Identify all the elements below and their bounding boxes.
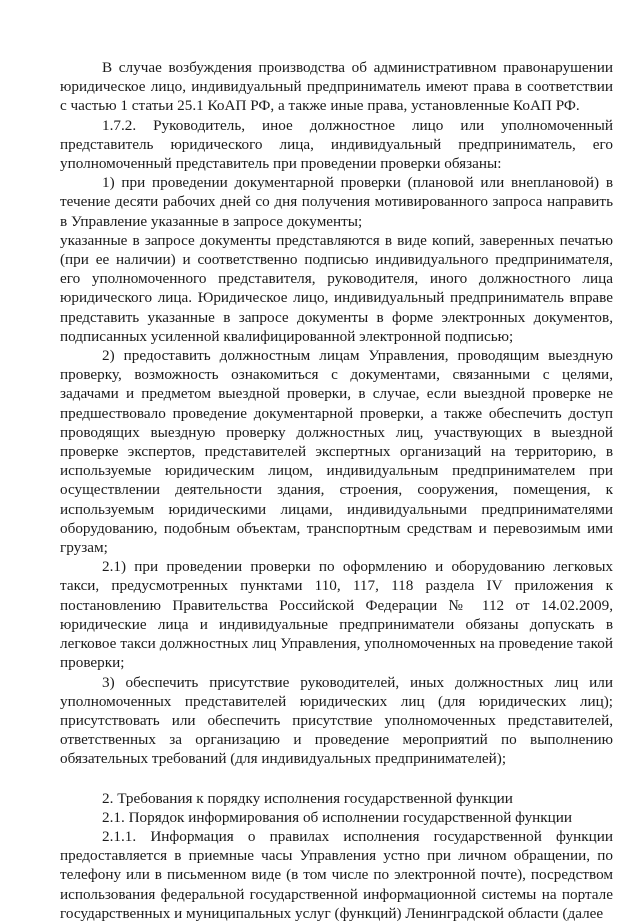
paragraph-1-7-2: 1.7.2. Руководитель, иное должностное лицо или уполномоченный представитель юридического лица, индивидуальный предприниматель, его уполномоченный представитель при проведении проверки обязаны:: [60, 116, 613, 173]
paragraph-documents: указанные в запросе документы представляются в виде копий, заверенных печатью (при ее наличии) и соответственно подписью индивидуального предпринимателя, его уполномоченного представителя, руководителя, иного должностного лица юридического лица. Юридическое лицо, индивидуальный предприниматель вправе представить указанные в запросе документы в форме электронных документов, подписанных усиленной квалифицированной электронной подписью;: [60, 231, 613, 345]
section-heading-2-1: 2.1. Порядок информирования об исполнении государственной функции: [102, 808, 573, 826]
paragraph-rights: В случае возбуждения производства об административном правонарушении юридическое лицо, индивидуальный предприниматель имеют права в соответствии с частью 1 статьи 25.1 КоАП РФ, а также иные права, установленные КоАП РФ.: [60, 59, 613, 115]
section-heading-2: 2. Требования к порядку исполнения государственной функции: [102, 789, 513, 807]
paragraph-item-3: 3) обеспечить присутствие руководителей, иных должностных лиц или уполномоченных представителей юридических лиц (для юридических лиц); присутствовать или обеспечить присутствие уполномоченных представителей, ответственных за организацию и проведение мероприятий по выполнению обязательных требований (для индивидуальных предпринимателей);: [60, 673, 613, 768]
document-page: [60, 58, 613, 923]
paragraph-item-1: 1) при проведении документарной проверки (плановой или внеплановой) в течение десяти рабочих дней со дня получения мотивированного запроса направить в Управление указанные в запросе документы;: [60, 174, 613, 230]
paragraph-item-2: 2) предоставить должностным лицам Управления, проводящим выездную проверку, возможность ознакомиться с документами, связанными с целями, задачами и предметом выездной проверки, в случае, если выездной проверке не предшествовало проведение документарной проверки, а также обеспечить доступ проводящих выездную проверку должностных лиц, участвующих в выездной проверке экспертов, представителей экспертных организаций на территорию, в используемые юридическим лицом, индивидуальным предпринимателем при осуществлении деятельности здания, строения, сооружения, помещения, к используемым юридическими лицами, индивидуальными предпринимателями оборудованию, подобным объектам, транспортным средствам и перевозимым ими грузам;: [60, 347, 613, 557]
section-gap: [60, 769, 613, 789]
paragraph-2-1-1: 2.1.1. Информация о правилах исполнения государственной функции предоставляется в приемные часы Управления устно при личном обращении, по телефону или в письменном виде (в том числе по электронной почте), посредством использования федеральной государственной информационной системы на портале государственных и муниципальных услуг (функций) Ленинградской области (далее: [60, 827, 613, 922]
paragraph-item-2-1: 2.1) при проведении проверки по оформлению и оборудованию легковых такси, предусмотренных пунктами 110, 117, 118 раздела IV приложения к постановлению Правительства Российской Федерации № 112 от 14.02.2009, юридические лица и индивидуальные предприниматели обязаны допускать в легковое такси должностных лиц Управления, уполномоченных на проведение такой проверки;: [60, 558, 613, 672]
